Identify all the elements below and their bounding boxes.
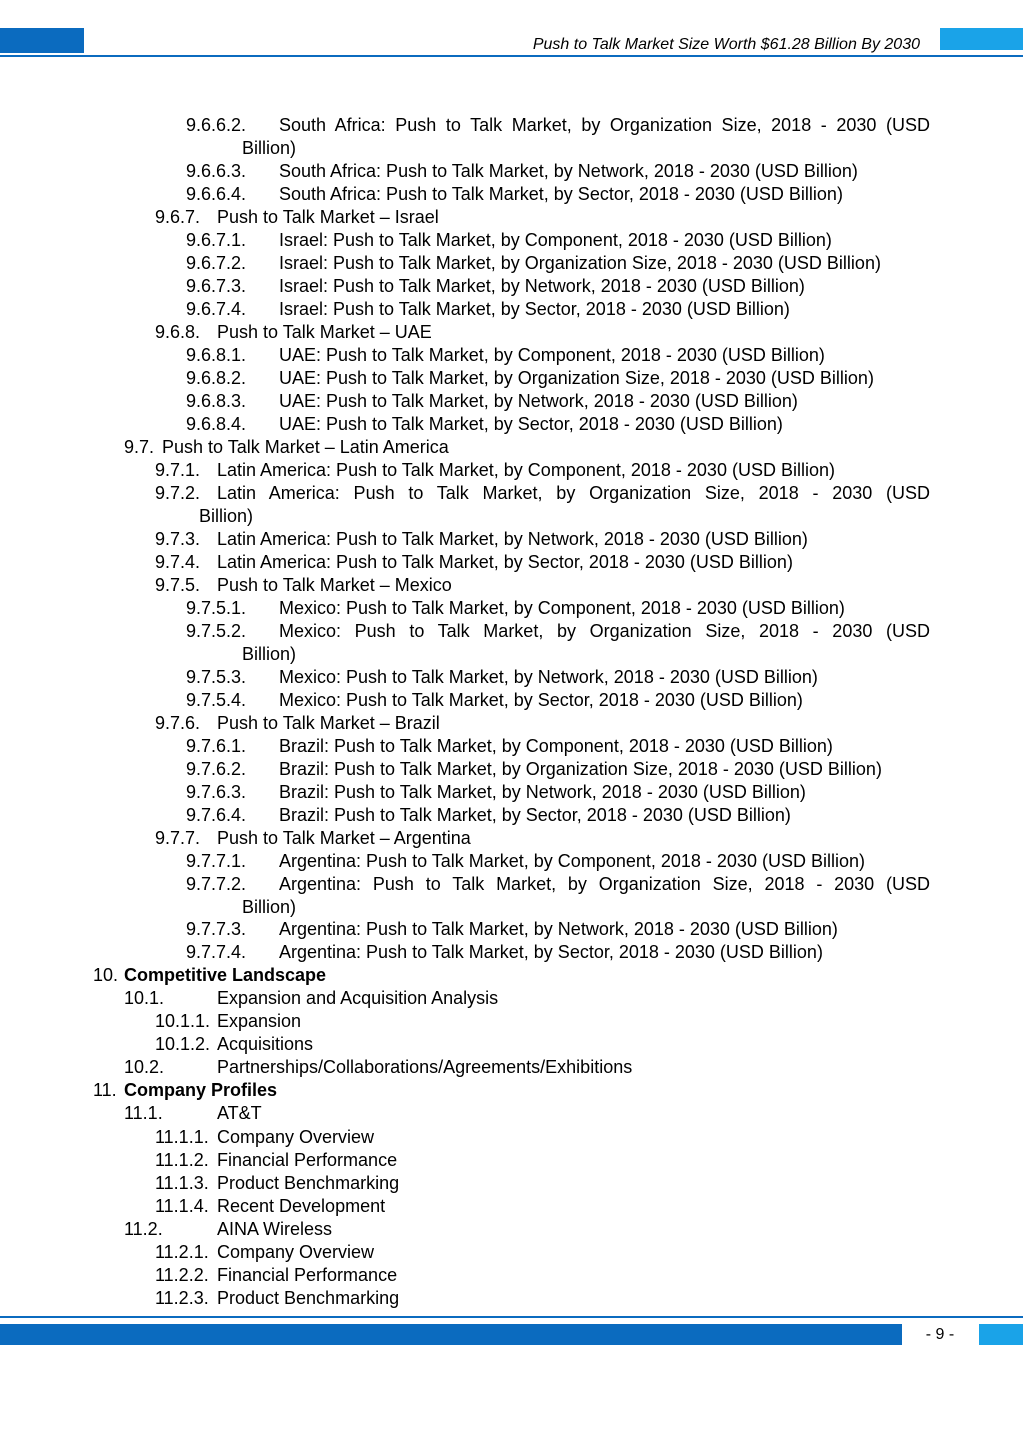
toc-entry: [186, 275, 930, 297]
toc-entry-number: 9.7.7.: [155, 828, 201, 848]
toc-entry-number: 9.7.2.: [155, 483, 201, 503]
toc-entry: [124, 1218, 930, 1240]
toc-entry: [93, 1079, 930, 1101]
toc-entry-number: 9.6.7.4.: [186, 299, 247, 319]
toc-entry: [186, 229, 930, 251]
toc-entry-title: AINA Wireless: [217, 1219, 333, 1239]
toc-entry-title: Israel: Push to Talk Market, by Organization Size, 2018 - 2030 (USD Billion): [279, 253, 881, 273]
toc-entry-title: Israel: Push to Talk Market, by Network, 2018 - 2030 (USD Billion): [279, 276, 805, 296]
toc-entry-title: Company Overview: [217, 1242, 375, 1262]
toc-entry: [186, 298, 930, 320]
toc-entry-number: 9.6.6.2.: [186, 115, 247, 135]
toc-entry-number: 9.6.8.4.: [186, 414, 247, 434]
toc-entry-number: 9.6.8.: [155, 322, 201, 342]
toc-entry-number: 10.: [93, 965, 119, 985]
toc-entry: [155, 574, 930, 596]
toc-entry-title: Latin America: Push to Talk Market, by Organization Size, 2018 - 2030 (USD: [217, 483, 930, 503]
toc-entry-number: 9.7.3.: [155, 529, 201, 549]
toc-entry-title: Expansion: [217, 1011, 302, 1031]
toc-entry-title: Push to Talk Market – Mexico: [217, 575, 452, 595]
toc-entry-number: 9.6.7.1.: [186, 230, 247, 250]
toc-entry: [186, 666, 930, 688]
toc-entry-title: Push to Talk Market – Latin America: [162, 437, 449, 457]
toc-entry-title: Push to Talk Market – Brazil: [217, 713, 440, 733]
toc-entry-title: Partnerships/Collaborations/Agreements/Exhibitions: [217, 1057, 633, 1077]
toc-entry-title: Brazil: Push to Talk Market, by Network, 2018 - 2030 (USD Billion): [279, 782, 806, 802]
toc-entry-number: 11.1.4.: [155, 1196, 209, 1216]
toc-entry-title: UAE: Push to Talk Market, by Network, 2018 - 2030 (USD Billion): [279, 391, 798, 411]
toc-entry-number: 9.6.8.1.: [186, 345, 247, 365]
toc-entry-title: Push to Talk Market – Israel: [217, 207, 439, 227]
toc-entry: [155, 1149, 930, 1171]
toc-entry-title: Mexico: Push to Talk Market, by Network, 2018 - 2030 (USD Billion): [279, 667, 818, 687]
toc-entry: [186, 850, 930, 872]
toc-entry-number: 11.2.1.: [155, 1242, 209, 1262]
toc-entry-title: Latin America: Push to Talk Market, by Network, 2018 - 2030 (USD Billion): [217, 529, 808, 549]
toc-entry-number: 9.7.: [124, 437, 155, 457]
toc-entry: [155, 528, 930, 550]
toc-entry-title: Financial Performance: [217, 1265, 398, 1285]
toc-entry-title: Brazil: Push to Talk Market, by Component, 2018 - 2030 (USD Billion): [279, 736, 833, 756]
toc-entry-title: Mexico: Push to Talk Market, by Sector, 2018 - 2030 (USD Billion): [279, 690, 803, 710]
footer-rule: [0, 1316, 1023, 1318]
toc-entry: [186, 413, 930, 435]
toc-entry: [186, 689, 930, 711]
toc-entry-title: Product Benchmarking: [217, 1288, 400, 1308]
toc-entry-title: Financial Performance: [217, 1150, 398, 1170]
toc-entry-number: 10.1.: [124, 988, 165, 1008]
toc-entry: [124, 436, 930, 458]
toc-entry: [186, 735, 930, 757]
toc-entry-title: Brazil: Push to Talk Market, by Organization Size, 2018 - 2030 (USD Billion): [279, 759, 882, 779]
toc-entry-title: Expansion and Acquisition Analysis: [217, 988, 499, 1008]
header-accent-left: [0, 28, 84, 53]
toc-entry-number: 9.7.5.4.: [186, 690, 247, 710]
toc-entry-continuation: Billion): [242, 897, 297, 917]
toc-entry: [186, 781, 930, 803]
toc-entry-number: 9.7.5.3.: [186, 667, 247, 687]
toc-entry: [186, 252, 930, 274]
toc-entry-number: 11.2.: [124, 1219, 163, 1239]
toc-entry-title: Mexico: Push to Talk Market, by Organization Size, 2018 - 2030 (USD: [279, 621, 930, 641]
toc-entry: [186, 160, 930, 182]
toc-entry-number: 9.7.6.: [155, 713, 201, 733]
toc-entry-number: 11.1.1.: [155, 1127, 209, 1147]
toc-entry-title: Push to Talk Market – Argentina: [217, 828, 471, 848]
toc-entry-title: South Africa: Push to Talk Market, by Sector, 2018 - 2030 (USD Billion): [279, 184, 843, 204]
toc-entry: [186, 758, 930, 780]
toc-entry-number: 10.1.1.: [155, 1011, 211, 1031]
toc-entry: [155, 1287, 930, 1309]
toc-entry-number: 9.7.6.2.: [186, 759, 247, 779]
toc-entry-number: 11.: [93, 1080, 117, 1100]
toc-entry: [155, 551, 930, 573]
toc-entry-number: 9.6.7.: [155, 207, 201, 227]
toc-entry: [186, 367, 930, 389]
toc-entry-title: AT&T: [217, 1103, 262, 1123]
toc-entry-number: 9.7.6.4.: [186, 805, 247, 825]
toc-entry-number: 11.1.2.: [155, 1150, 209, 1170]
toc-entry: [124, 1102, 930, 1124]
toc-entry-number: 10.1.2.: [155, 1034, 211, 1054]
toc-entry-title: UAE: Push to Talk Market, by Component, 2018 - 2030 (USD Billion): [279, 345, 825, 365]
toc-entry-title: Recent Development: [217, 1196, 386, 1216]
toc-entry: [155, 1264, 930, 1286]
toc-entry: [155, 1010, 930, 1032]
toc-entry: [186, 941, 930, 963]
page-number: - 9 -: [925, 1326, 955, 1343]
toc-entry-number: 9.6.7.2.: [186, 253, 247, 273]
toc-entry-title: Brazil: Push to Talk Market, by Sector, 2018 - 2030 (USD Billion): [279, 805, 791, 825]
toc-entry-title: Acquisitions: [217, 1034, 314, 1054]
toc-entry-number: 10.2.: [124, 1057, 165, 1077]
toc-entry-number: 9.7.6.3.: [186, 782, 247, 802]
toc-entry-number: 9.7.6.1.: [186, 736, 247, 756]
toc-entry: [186, 918, 930, 940]
toc-entry: [93, 964, 930, 986]
toc-entry-number: 9.7.4.: [155, 552, 201, 572]
toc-entry: [155, 206, 930, 228]
toc-entry-title: Argentina: Push to Talk Market, by Organization Size, 2018 - 2030 (USD: [279, 874, 930, 894]
toc-entry-continuation: Billion): [199, 506, 254, 526]
toc-entry-title: South Africa: Push to Talk Market, by Network, 2018 - 2030 (USD Billion): [279, 161, 858, 181]
toc-entry-title: Israel: Push to Talk Market, by Sector, 2018 - 2030 (USD Billion): [279, 299, 790, 319]
toc-entry: [124, 987, 930, 1009]
toc-entry-number: 9.7.5.1.: [186, 598, 247, 618]
toc-entry: [186, 804, 930, 826]
toc-entry-title: Latin America: Push to Talk Market, by Component, 2018 - 2030 (USD Billion): [217, 460, 835, 480]
toc-entry: [186, 390, 930, 412]
toc-entry-title: Latin America: Push to Talk Market, by Sector, 2018 - 2030 (USD Billion): [217, 552, 793, 572]
toc-entry-title: South Africa: Push to Talk Market, by Organization Size, 2018 - 2030 (USD: [279, 115, 930, 135]
toc-entry-title: Competitive Landscape: [124, 965, 327, 985]
toc-entry-number: 9.7.5.2.: [186, 621, 247, 641]
toc-entry-title: Product Benchmarking: [217, 1173, 400, 1193]
toc-entry: [155, 1126, 930, 1148]
toc-entry-number: 9.7.7.3.: [186, 919, 247, 939]
toc-entry-title: Company Profiles: [124, 1080, 278, 1100]
toc-entry-number: 9.6.6.4.: [186, 184, 247, 204]
toc-entry-number: 9.6.8.3.: [186, 391, 247, 411]
toc-entry: [155, 712, 930, 734]
footer-accent-right: [979, 1324, 1023, 1345]
toc-entry: [186, 873, 930, 895]
toc-entry: [186, 344, 930, 366]
toc-entry-number: 11.2.2.: [155, 1265, 209, 1285]
toc-entry-number: 9.6.7.3.: [186, 276, 247, 296]
toc-entry: [186, 183, 930, 205]
toc-entry-title: Company Overview: [217, 1127, 375, 1147]
toc-entry-title: Argentina: Push to Talk Market, by Sector, 2018 - 2030 (USD Billion): [279, 942, 823, 962]
toc-entry: [124, 1056, 930, 1078]
toc-entry-number: 9.7.5.: [155, 575, 201, 595]
toc-entry-number: 11.2.3.: [155, 1288, 209, 1308]
toc-entry: [155, 459, 930, 481]
toc-entry-title: UAE: Push to Talk Market, by Organization Size, 2018 - 2030 (USD Billion): [279, 368, 874, 388]
toc-entry-title: Push to Talk Market – UAE: [217, 322, 432, 342]
toc-entry-number: 11.1.3.: [155, 1173, 209, 1193]
toc-entry: [155, 1033, 930, 1055]
header-title: Push to Talk Market Size Worth $61.28 Billion By 2030: [532, 36, 920, 53]
toc-entry-number: 9.7.1.: [155, 460, 201, 480]
toc-entry-number: 11.1.: [124, 1103, 163, 1123]
footer-bar: [0, 1324, 902, 1345]
toc-entry-continuation: Billion): [242, 644, 297, 664]
toc-entry: [186, 620, 930, 642]
toc-entry-number: 9.7.7.1.: [186, 851, 247, 871]
toc-entry-title: UAE: Push to Talk Market, by Sector, 2018 - 2030 (USD Billion): [279, 414, 783, 434]
toc-entry: [155, 827, 930, 849]
toc-entry-title: Argentina: Push to Talk Market, by Network, 2018 - 2030 (USD Billion): [279, 919, 838, 939]
toc-entry-title: Israel: Push to Talk Market, by Component, 2018 - 2030 (USD Billion): [279, 230, 832, 250]
toc-entry: [186, 114, 930, 136]
toc-entry-title: Argentina: Push to Talk Market, by Component, 2018 - 2030 (USD Billion): [279, 851, 865, 871]
toc-entry-number: 9.7.7.2.: [186, 874, 247, 894]
toc-entry-number: 9.6.6.3.: [186, 161, 247, 181]
toc-entry: [186, 597, 930, 619]
toc-entry: [155, 482, 930, 504]
header-rule: [0, 55, 1023, 57]
toc-entry: [155, 1172, 930, 1194]
header-accent-right: [940, 28, 1023, 50]
toc-entry-number: 9.6.8.2.: [186, 368, 247, 388]
toc-entry-title: Mexico: Push to Talk Market, by Component, 2018 - 2030 (USD Billion): [279, 598, 845, 618]
toc-entry-continuation: Billion): [242, 138, 297, 158]
toc-entry: [155, 1241, 930, 1263]
toc-entry: [155, 321, 930, 343]
toc-entry: [155, 1195, 930, 1217]
toc-entry-number: 9.7.7.4.: [186, 942, 247, 962]
